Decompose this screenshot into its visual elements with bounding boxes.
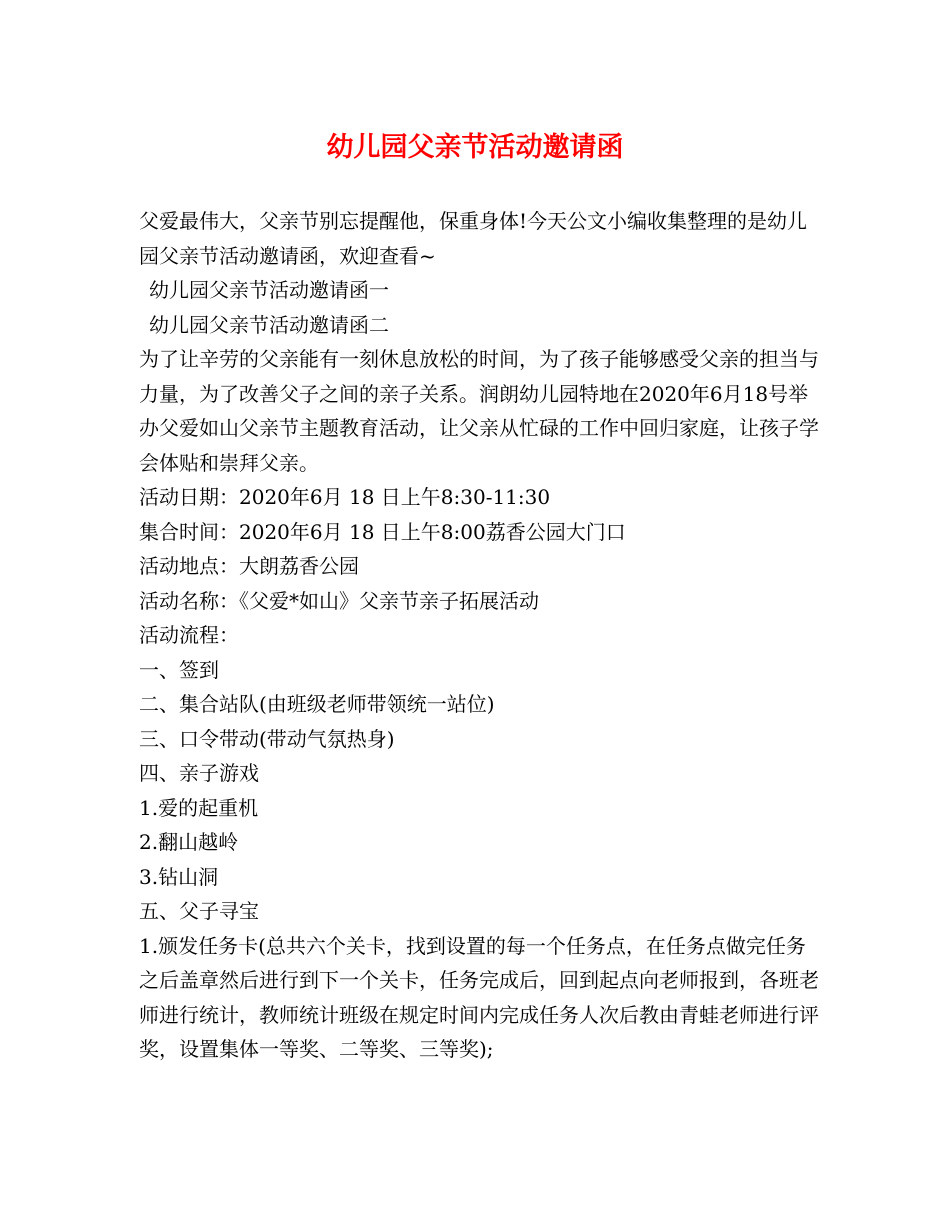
- document-body: [139, 204, 819, 1067]
- game-item-1: 1.爱的起重机: [139, 795, 259, 820]
- purpose-paragraph: 为了让辛劳的父亲能有一刻休息放松的时间，为了孩子能够感受父亲的担当与力量，为了改善父子之间的亲子关系。润朗幼儿园特地在2020年6月18号举办父爱如山父亲节主题教育活动，让父亲从忙碌的工作中回归家庭，让孩子学会体贴和崇拜父亲。: [139, 347, 819, 475]
- process-step-3: 三、口令带动(带动气氛热身): [139, 726, 395, 751]
- gathering-time: 集合时间：2020年6月 18 日上午8:00荔香公园大门口: [139, 519, 626, 544]
- treasure-task-paragraph: 1.颁发任务卡(总共六个关卡，找到设置的每一个任务点，在任务点做完任务之后盖章然后进行到下一个关卡，任务完成后，回到起点向老师报到，各班老师进行统计，教师统计班级在规定时间内完成任务人次后教由青蛙老师进行评奖，设置集体一等奖、二等奖、三等奖);: [139, 933, 819, 1061]
- process-step-1: 一、签到: [139, 657, 219, 682]
- game-item-3: 3.钻山洞: [139, 864, 219, 889]
- intro-paragraph: 父爱最伟大，父亲节别忘提醒他，保重身体!今天公文小编收集整理的是幼儿园父亲节活动邀请函，欢迎查看~: [139, 209, 808, 268]
- activity-date: 活动日期：2020年6月 18 日上午8:30-11:30: [139, 485, 551, 509]
- process-step-5: 五、父子寻宝: [139, 899, 259, 923]
- activity-location: 活动地点：大朗荔香公园: [139, 554, 359, 578]
- process-step-4: 四、亲子游戏: [139, 761, 259, 785]
- activity-process-heading: 活动流程：: [139, 623, 239, 647]
- section-heading-two: 幼儿园父亲节活动邀请函二: [149, 312, 389, 337]
- section-heading-one: 幼儿园父亲节活动邀请函一: [149, 278, 389, 302]
- process-step-2: 二、集合站队(由班级老师带领统一站位): [139, 692, 495, 716]
- document-title: 幼儿园父亲节活动邀请函: [326, 132, 624, 163]
- activity-name: 活动名称：《父爱*如山》父亲节亲子拓展活动: [139, 588, 539, 613]
- game-item-2: 2.翻山越岭: [139, 830, 239, 854]
